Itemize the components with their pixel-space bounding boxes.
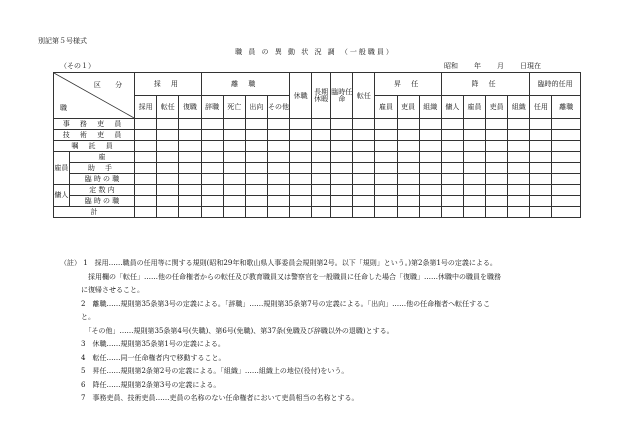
blank-cell (486, 163, 508, 174)
blank-cell (157, 196, 179, 207)
blank-cell (179, 141, 201, 152)
blank-cell (331, 141, 353, 152)
blank-cell (157, 119, 179, 130)
blank-cell (179, 196, 201, 207)
blank-cell (397, 119, 419, 130)
blank-cell (441, 196, 463, 207)
blank-cell (135, 119, 157, 130)
blank-cell (463, 174, 485, 185)
blank-cell (267, 141, 289, 152)
blank-cell (267, 174, 289, 185)
row-rinji-yonin (54, 196, 581, 207)
blank-cell (397, 163, 419, 174)
blank-cell (223, 163, 245, 174)
blank-cell (375, 163, 397, 174)
blank-cell (508, 130, 530, 141)
blank-cell (267, 130, 289, 141)
blank-cell (245, 174, 267, 185)
blank-cell (331, 152, 353, 163)
blank-cell (179, 152, 201, 163)
blank-cell (201, 141, 223, 152)
blank-cell (157, 141, 179, 152)
group-kounin: 降 任 (441, 73, 530, 96)
blank-cell (353, 196, 375, 207)
blank-cell (245, 207, 267, 218)
row-label: 定 数 内 (69, 185, 134, 196)
blank-cell (397, 185, 419, 196)
blank-cell (419, 196, 441, 207)
note-line: （註） 1 採用……職員の任用等に関する規則(昭和29年和歌山県人事委員会規則第2号。以下「規則」という。)第2条第1号の定義による。 (60, 259, 497, 267)
blank-cell (267, 119, 289, 130)
blank-cell (245, 141, 267, 152)
header-corner-cell (54, 73, 135, 119)
blank-cell (312, 119, 331, 130)
sub-shonin-soshiki: 組織 (419, 96, 441, 119)
blank-cell (419, 174, 441, 185)
sub-kounin-soshiki: 組織 (508, 96, 530, 119)
blank-cell (312, 152, 331, 163)
blank-cell (267, 152, 289, 163)
blank-cell (552, 141, 581, 152)
note-line: 7 事務吏員、技術吏員……吏員の名称のない任命権者において吏員相当の名称とする。 (60, 394, 359, 402)
personnel-change-table (53, 72, 581, 218)
blank-cell (375, 174, 397, 185)
blank-cell (530, 196, 552, 207)
note-line: 2 離職……規則第35条第3号の定義による。「辞職」……規則第35条第7号の定義による。「出向」……他の任命権者へ転任するこ (60, 299, 491, 308)
row-jimu (54, 119, 581, 130)
blank-cell (201, 185, 223, 196)
blank-cell (552, 174, 581, 185)
note-line: 採用欄の「転任」……他の任命権者からの転任及び教育職員又は警察官を一般職員に任命した場合「復職」……休職中の職員を職務 (60, 272, 501, 281)
blank-cell (552, 163, 581, 174)
blank-cell (353, 152, 375, 163)
sub-rishoku-jishoku: 辞職 (201, 96, 223, 119)
blank-cell (441, 130, 463, 141)
blank-cell (441, 185, 463, 196)
blank-cell (201, 163, 223, 174)
blank-cell (223, 141, 245, 152)
sub-rinji-ninyo: 任用 (530, 96, 552, 119)
blank-cell (157, 152, 179, 163)
blank-cell (463, 163, 485, 174)
sub-saiyo-saiyo: 採用 (135, 96, 157, 119)
date-line (444, 61, 541, 71)
blank-cell (267, 196, 289, 207)
blank-cell (135, 207, 157, 218)
group-rinji-ninmei: 臨時任命 (331, 73, 353, 119)
blank-cell (179, 185, 201, 196)
blank-cell (419, 130, 441, 141)
blank-cell (375, 141, 397, 152)
blank-cell (223, 185, 245, 196)
blank-cell (441, 141, 463, 152)
blank-cell (353, 174, 375, 185)
blank-cell (135, 163, 157, 174)
notes-section (60, 257, 590, 406)
blank-cell (290, 152, 312, 163)
blank-cell (486, 119, 508, 130)
blank-cell (312, 130, 331, 141)
blank-cell (508, 207, 530, 218)
blank-cell (463, 152, 485, 163)
blank-cell (463, 207, 485, 218)
blank-cell (530, 163, 552, 174)
group-rinjiteki-ninyo: 臨時的任用 (530, 73, 581, 96)
blank-cell (552, 196, 581, 207)
sub-kounin-koin: 雇員 (463, 96, 485, 119)
blank-cell (375, 207, 397, 218)
blank-cell (463, 185, 485, 196)
blank-cell (397, 174, 419, 185)
row-gijutsu (54, 130, 581, 141)
section-label: 区 分 (93, 81, 129, 89)
row-teisu (54, 185, 581, 196)
blank-cell (530, 130, 552, 141)
row-label: 臨 時 の 職 (69, 174, 134, 185)
blank-cell (245, 185, 267, 196)
blank-cell (486, 152, 508, 163)
note-line: 6 降任……規則第2条第3号の定義による。 (60, 380, 221, 389)
blank-cell (245, 163, 267, 174)
blank-cell (331, 174, 353, 185)
sub-kounin-riin: 吏員 (486, 96, 508, 119)
blank-cell (530, 119, 552, 130)
sub-rishoku-shukko: 出向 (245, 96, 267, 119)
note-line: と。 (60, 313, 95, 321)
row-label: 技 術 吏 員 (54, 130, 135, 141)
blank-cell (463, 141, 485, 152)
sub-rinji-rishoku: 離職 (552, 96, 581, 119)
blank-cell (486, 141, 508, 152)
note-line: 3 休職……規則第35条第1号の定義による。 (60, 340, 225, 348)
group-shonin: 昇 任 (375, 73, 441, 96)
group-kyushoku: 休職 (290, 73, 312, 119)
group-tennin: 転任 (353, 73, 375, 119)
blank-cell (441, 152, 463, 163)
group-rishoku: 離 職 (201, 73, 290, 96)
blank-cell (331, 130, 353, 141)
blank-cell (419, 163, 441, 174)
row-label: 雇 (69, 152, 134, 163)
blank-cell (245, 152, 267, 163)
blank-cell (441, 119, 463, 130)
blank-cell (530, 185, 552, 196)
sub-saiyo-fukushoku: 復職 (179, 96, 201, 119)
blank-cell (441, 163, 463, 174)
row-label: 事 務 吏 員 (54, 119, 135, 130)
date-year: 年 (474, 62, 481, 70)
blank-cell (201, 174, 223, 185)
blank-cell (179, 119, 201, 130)
blank-cell (290, 196, 312, 207)
note-line: 5 昇任……規則第2条第2号の定義による。「組織」……組織上の地位(役付)をいう。 (60, 367, 349, 375)
row-label: 嘱 託 員 (54, 141, 135, 152)
blank-cell (353, 141, 375, 152)
row-group-koin: 雇員 (54, 152, 70, 185)
group-choki: 長期休暇 (312, 73, 331, 119)
blank-cell (486, 196, 508, 207)
blank-cell (157, 174, 179, 185)
blank-cell (201, 130, 223, 141)
blank-cell (267, 207, 289, 218)
blank-cell (135, 185, 157, 196)
blank-cell (201, 207, 223, 218)
blank-cell (312, 185, 331, 196)
blank-cell (486, 207, 508, 218)
blank-cell (552, 130, 581, 141)
blank-cell (419, 141, 441, 152)
blank-cell (290, 130, 312, 141)
blank-cell (353, 185, 375, 196)
blank-cell (245, 130, 267, 141)
blank-cell (552, 119, 581, 130)
blank-cell (290, 119, 312, 130)
blank-cell (353, 207, 375, 218)
blank-cell (179, 130, 201, 141)
blank-cell (375, 196, 397, 207)
blank-cell (223, 196, 245, 207)
blank-cell (331, 207, 353, 218)
blank-cell (508, 185, 530, 196)
date-suffix: 日現在 (520, 62, 541, 70)
blank-cell (157, 207, 179, 218)
blank-cell (508, 174, 530, 185)
note-line: 4 転任……同一任命権者内で移動すること。 (60, 353, 226, 362)
blank-cell (375, 130, 397, 141)
form-id: 別記第５号様式 (38, 37, 87, 45)
blank-cell (397, 207, 419, 218)
sub-kounin-yonin: 傭人 (441, 96, 463, 119)
blank-cell (397, 152, 419, 163)
sub-rishoku-shibo: 死亡 (223, 96, 245, 119)
row-label: 臨 時 の 職 (69, 196, 134, 207)
blank-cell (353, 119, 375, 130)
blank-cell (419, 152, 441, 163)
blank-cell (201, 152, 223, 163)
blank-cell (179, 174, 201, 185)
blank-cell (312, 174, 331, 185)
blank-cell (397, 130, 419, 141)
blank-cell (245, 119, 267, 130)
blank-cell (135, 152, 157, 163)
part-number: （その１） (60, 62, 95, 70)
row-total (54, 207, 581, 218)
blank-cell (331, 119, 353, 130)
blank-cell (312, 163, 331, 174)
blank-cell (375, 152, 397, 163)
blank-cell (223, 130, 245, 141)
blank-cell (552, 207, 581, 218)
blank-cell (135, 196, 157, 207)
blank-cell (179, 207, 201, 218)
blank-cell (419, 207, 441, 218)
blank-cell (290, 141, 312, 152)
blank-cell (312, 141, 331, 152)
blank-cell (312, 207, 331, 218)
blank-cell (331, 163, 353, 174)
blank-cell (486, 174, 508, 185)
blank-cell (201, 119, 223, 130)
blank-cell (290, 207, 312, 218)
row-group-yonin: 傭人 (54, 185, 70, 207)
blank-cell (397, 196, 419, 207)
blank-cell (331, 196, 353, 207)
blank-cell (441, 207, 463, 218)
blank-cell (419, 185, 441, 196)
blank-cell (267, 185, 289, 196)
sub-rishoku-sonota: その他 (267, 96, 289, 119)
blank-cell (135, 174, 157, 185)
blank-cell (508, 196, 530, 207)
document-title: 職 員 の 異 動 状 況 調 （一般職員） (235, 48, 395, 56)
blank-cell (223, 119, 245, 130)
blank-cell (267, 163, 289, 174)
blank-cell (223, 174, 245, 185)
group-saiyo: 採 用 (135, 73, 201, 96)
blank-cell (508, 163, 530, 174)
blank-cell (397, 141, 419, 152)
blank-cell (223, 207, 245, 218)
row-label: 助 手 (69, 163, 134, 174)
row-koin (54, 152, 581, 163)
blank-cell (463, 196, 485, 207)
blank-cell (290, 174, 312, 185)
note-line: に復帰させること。 (60, 286, 144, 294)
row-joshu (54, 163, 581, 174)
blank-cell (508, 152, 530, 163)
blank-cell (135, 130, 157, 141)
blank-cell (353, 130, 375, 141)
blank-cell (135, 141, 157, 152)
blank-cell (441, 174, 463, 185)
blank-cell (486, 130, 508, 141)
note-line: 「その他」……規則第35条第4号(失職)、第6号(免職)、第37条(免職及び辞職以外の退職)とする。 (60, 326, 394, 335)
blank-cell (508, 119, 530, 130)
blank-cell (201, 196, 223, 207)
blank-cell (419, 119, 441, 130)
blank-cell (223, 152, 245, 163)
sub-shonin-riin: 吏員 (397, 96, 419, 119)
blank-cell (157, 185, 179, 196)
blank-cell (353, 163, 375, 174)
blank-cell (312, 196, 331, 207)
blank-cell (530, 207, 552, 218)
blank-cell (530, 141, 552, 152)
blank-cell (290, 163, 312, 174)
sub-shonin-koin: 雇員 (375, 96, 397, 119)
blank-cell (463, 119, 485, 130)
blank-cell (486, 185, 508, 196)
date-month: 月 (497, 62, 504, 70)
blank-cell (508, 141, 530, 152)
blank-cell (530, 152, 552, 163)
blank-cell (375, 185, 397, 196)
row-label: 計 (54, 207, 135, 218)
row-rinji-koin (54, 174, 581, 185)
blank-cell (157, 130, 179, 141)
row-shokutaku (54, 141, 581, 152)
blank-cell (179, 163, 201, 174)
sub-saiyo-tennin: 転任 (157, 96, 179, 119)
date-era: 昭和 (444, 62, 458, 70)
blank-cell (375, 119, 397, 130)
shokushu-label: 職 (60, 104, 67, 112)
blank-cell (245, 196, 267, 207)
blank-cell (552, 152, 581, 163)
blank-cell (463, 130, 485, 141)
blank-cell (331, 185, 353, 196)
blank-cell (530, 174, 552, 185)
blank-cell (290, 185, 312, 196)
blank-cell (157, 163, 179, 174)
blank-cell (552, 185, 581, 196)
